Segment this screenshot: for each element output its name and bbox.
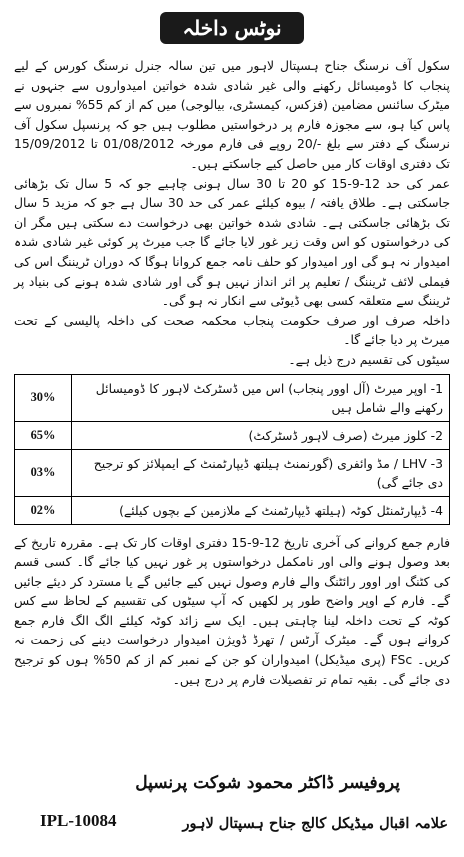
paragraph-age-limit: عمر کی حد 12-9-15 کو 20 تا 30 سال ہونی چاہیے جو کہ 5 سال تک بڑھائی جاسکتی ہے۔ طلاق یافتہ / بیوہ کیلئے عمر کی حد 30 سال ہے جو کہ مزید 5 سال تک بڑھائی جاسکتی ہے۔ شادی شدہ خواتین بھی درخواست دے سکتی ہیں مگر ان کی درخواستوں کو اس وقت زیر غور لایا جائے گا جب میرٹ پر کوئی غیر شادی شدہ امیدوار نہ ہو گی اور امیدوار کو حلف نامہ جمع کروانا ہوگا کہ دوران ٹریننگ اس کی فیملی لائف ٹریننگ / تعلیم پر اثر انداز نہیں ہو گی اور شادی شدہ ہونے کی بنیاد پر ٹریننگ سے متعلقہ کسی بھی ڈیوٹی سے انکار نہ ہو گی۔ <box>14 175 450 309</box>
paragraph-deadline: فارم جمع کروانے کی آخری تاریخ 12-9-15 دفتری اوقات کار تک ہے۔ مقررہ تاریخ کے بعد وصول ہونے والی اور نامکمل درخواستوں پر غور نہیں کیا جائے گا۔ کسی قسم کی کٹنگ اور اوور رائٹنگ والے فارم وصول نہیں کیے جائیں گے یا مسترد کر دیئے جائیں گے۔ فارم کے اوپر واضح طور پر لکھیں کہ آپ سیٹوں کی تقسیم کے لحاظ سے کس کوٹہ کے تحت داخلہ لینا چاہتی ہیں۔ ایک سے زائد کوٹہ کیلئے الگ الگ فارم جمع کروانے ہوں گے۔ میٹرک آرٹس / تھرڈ ڈویژن امیدوار درخواست دینے کی زحمت نہ کریں۔ FSc (پری میڈیکل) امیدواران کو جن کے نمبر کم از کم 50% ہوں کو ترجیح دی جائے گی۔ بقیہ تمام تر تفصیلات فارم پر درج ہیں۔ <box>14 534 450 687</box>
seat-percent: 65% <box>15 421 72 449</box>
seat-percent: 02% <box>15 496 72 524</box>
paragraph-application: سکول آف نرسنگ جناح ہسپتال لاہور میں تین سالہ جنرل نرسنگ کورس کے لیے پنجاب کا ڈومیسائل رکھنے والی غیر شادی شدہ خواتین امیدواروں سے جنہوں نے میٹرک سائنس مضامین (فزکس، کیمسٹری، بیالوجی) میں کم از کم 55% نمبروں سے پاس کیا ہو، سے مجوزہ فارم پر درخواستیں مطلوب ہیں جو کہ پرنسپل سکول آف نرسنگ کے دفتر سے بلغ -/20 روپے فی فارم مورخہ 01/08/2012 تا 15/09/2012 تک دفتری اوقات کار میں حاصل کیے جاسکتے ہیں۔ <box>14 58 450 171</box>
table-row <box>15 496 450 524</box>
institution-name: علامہ اقبال میڈیکل کالج جناح ہسپتال لاہور <box>182 815 448 832</box>
table-row <box>15 421 450 449</box>
seat-description: 2- کلوز میرٹ (صرف لاہور ڈسٹرکٹ) <box>72 421 450 449</box>
seats-table <box>14 374 450 525</box>
paragraph-merit-policy: داخلہ صرف اور صرف حکومت پنجاب محکمہ صحت کی داخلہ پالیسی کے تحت میرٹ پر دیا جائے گا۔ <box>14 312 450 348</box>
table-row <box>15 374 450 421</box>
table-row <box>15 449 450 496</box>
signature-block <box>0 769 464 857</box>
seat-description: 3- LHV / مڈ وائفری (گورنمنٹ ہیلتھ ڈیپارٹمنٹ کے ایمپلائز کو ترجیح دی جائے گی) <box>72 449 450 496</box>
seats-intro: سیٹوں کی تقسیم درج ذیل ہے۔ <box>288 351 450 367</box>
title-bar <box>14 12 450 56</box>
seat-percent: 30% <box>15 374 72 421</box>
seat-description: 4- ڈیپارٹمنٹل کوٹہ (ہیلتھ ڈیپارٹمنٹ کے ملازمین کے بچوں کیلئے) <box>72 496 450 524</box>
reference-number: IPL-10084 <box>40 811 117 830</box>
notice-title: نوٹس داخلہ <box>160 12 303 44</box>
seat-percent: 03% <box>15 449 72 496</box>
signatory-name: پروفیسر ڈاکٹر محمود شوکت پرنسپل <box>135 773 400 793</box>
seat-description: 1- اوپر میرٹ (آل اوور پنجاب) اس میں ڈسٹرکٹ لاہور کا ڈومیسائل رکھنے والے شامل ہیں <box>72 374 450 421</box>
